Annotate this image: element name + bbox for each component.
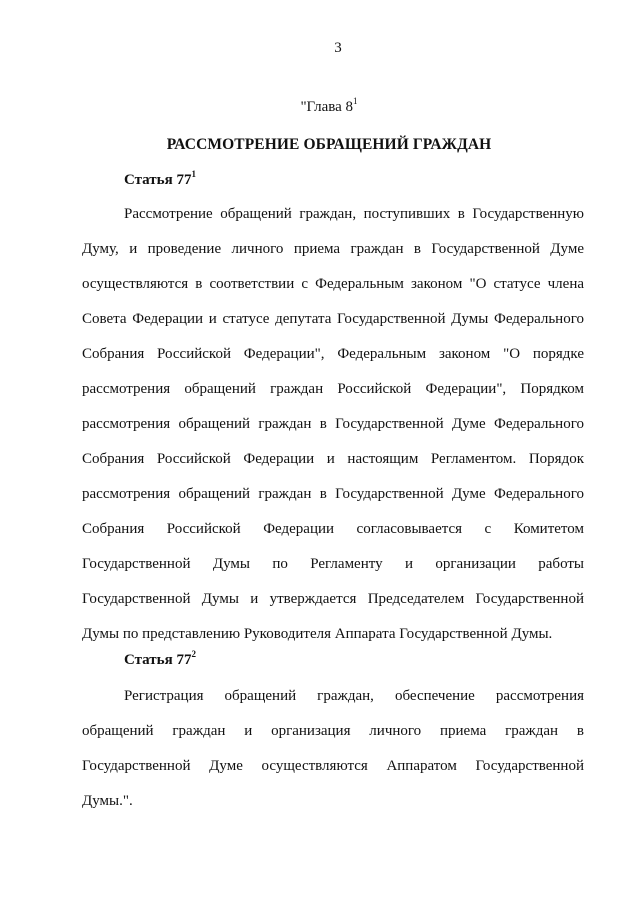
page-number: 3 [334,40,342,56]
article-77-2-title [124,649,196,669]
chapter-superscript: 1 [353,96,358,106]
paragraph-line: рассмотрения обращений граждан Российской Федерации", Порядком [82,381,584,397]
chapter-heading [0,96,640,116]
paragraph-line: обращений граждан и организация личного приема граждан в [82,723,584,739]
article-title-text: Статья 77 [124,172,192,188]
paragraph-line: Собрания Российской Федерации согласовывается с Комитетом [82,521,584,537]
paragraph-line: Собрания Российской Федерации", Федеральным законом "О порядке [82,346,584,362]
paragraph-line: Регистрация обращений граждан, обеспечение рассмотрения [124,688,584,704]
article-77-1-title [124,169,196,189]
paragraph-line: Собрания Российской Федерации и настоящим Регламентом. Порядок [82,451,584,467]
article-superscript: 2 [191,649,196,659]
paragraph-line: Думы по представлению Руководителя Аппарата Государственной Думы. [82,626,553,642]
article-superscript: 1 [191,169,196,179]
chapter-label: "Глава 8 [300,99,354,115]
paragraph-line: Думу, и проведение личного приема граждан в Государственной Думе [82,241,584,257]
paragraph-line: рассмотрения обращений граждан в Государственной Думе Федерального [82,486,584,502]
chapter-title: РАССМОТРЕНИЕ ОБРАЩЕНИЙ ГРАЖДАН [166,136,492,153]
paragraph-line: рассмотрения обращений граждан в Государственной Думе Федерального [82,416,584,432]
paragraph-line: Совета Федерации и статусе депутата Государственной Думы Федерального [82,311,584,327]
article-title-text: Статья 77 [124,652,192,668]
paragraph-line: Государственной Думе осуществляются Аппаратом Государственной [82,758,584,774]
paragraph-line: Рассмотрение обращений граждан, поступивших в Государственную [124,206,584,222]
paragraph-line: Думы.". [82,793,133,809]
paragraph-line: Государственной Думы по Регламенту и организации работы [82,556,584,572]
paragraph-line: осуществляются в соответствии с Федеральным законом "О статусе члена [82,276,584,292]
paragraph-line: Государственной Думы и утверждается Председателем Государственной [82,591,584,607]
